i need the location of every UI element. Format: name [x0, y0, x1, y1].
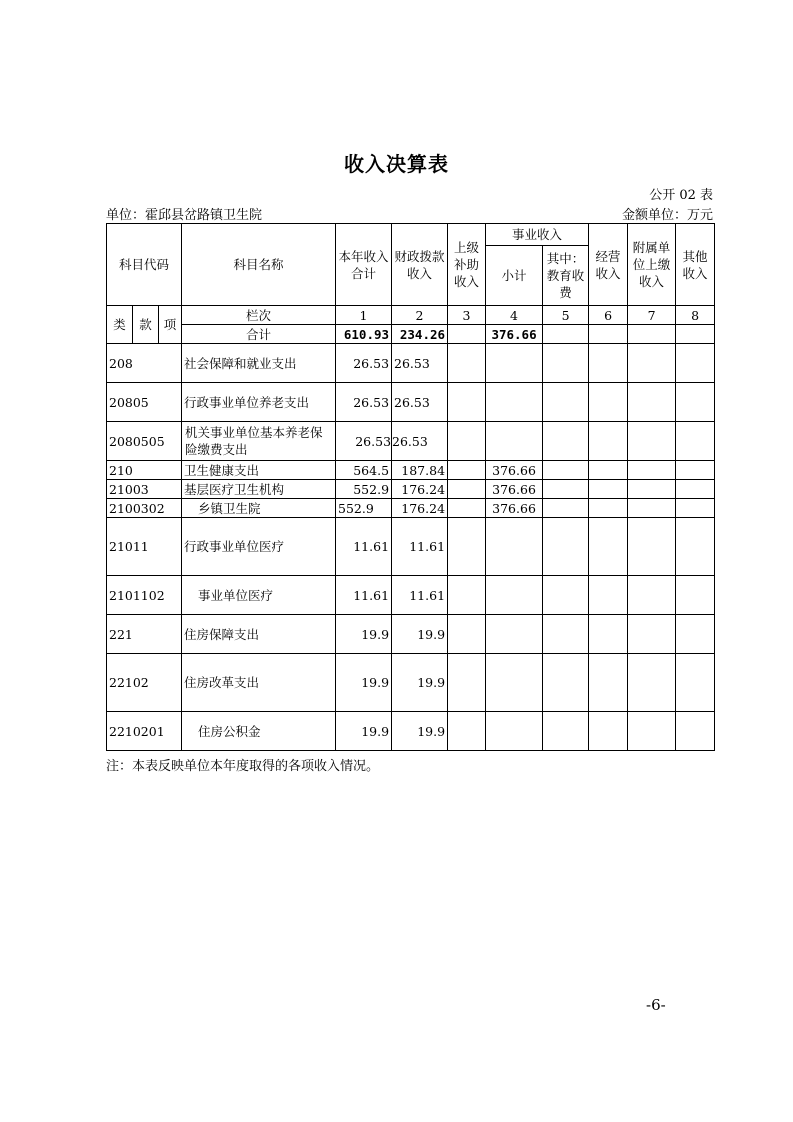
col-index-6: 6 [589, 306, 628, 325]
row-fiscal: 11.61 [392, 518, 448, 576]
row-name: 住房公积金 [182, 712, 336, 751]
row-total: 19.9 [336, 712, 392, 751]
row-name: 事业单位医疗 [182, 576, 336, 615]
row-fiscal: 176.24 [392, 499, 448, 518]
amount-unit-label: 金额单位：万元 [621, 208, 713, 223]
row-subtotal [486, 615, 543, 654]
row-name: 住房保障支出 [182, 615, 336, 654]
total-affiliate [628, 325, 676, 344]
row-subtotal [486, 518, 543, 576]
table-row [107, 480, 715, 499]
row-total: 564.5 [336, 461, 392, 480]
row-name: 机关事业单位基本养老保险缴费支出 [182, 422, 336, 461]
row-subtotal: 376.66 [486, 461, 543, 480]
header-affiliate: 附属单位上缴收入 [628, 224, 676, 306]
header-other: 其他收入 [676, 224, 715, 306]
header-lei: 类 [107, 306, 133, 344]
table-row [107, 499, 715, 518]
header-kuan: 款 [133, 306, 159, 344]
row-total: 26.53 [336, 422, 392, 461]
col-index-5: 5 [543, 306, 589, 325]
col-index-7: 7 [628, 306, 676, 325]
row-name: 行政事业单位医疗 [182, 518, 336, 576]
table-row [107, 615, 715, 654]
total-upper [448, 325, 486, 344]
row-code: 2080505 [107, 422, 182, 461]
total-operating [589, 325, 628, 344]
row-name: 乡镇卫生院 [182, 499, 336, 518]
row-subtotal [486, 712, 543, 751]
row-fiscal: 11.61 [392, 576, 448, 615]
col-index-8: 8 [676, 306, 715, 325]
row-code: 22102 [107, 654, 182, 712]
page-title: 收入决算表 [344, 152, 449, 176]
row-fiscal: 26.53 [392, 383, 448, 422]
header-code: 科目代码 [107, 224, 182, 306]
total-label: 合计 [182, 325, 336, 344]
header-upper: 上级补助收入 [448, 224, 486, 306]
row-total: 26.53 [336, 344, 392, 383]
row-code: 2101102 [107, 576, 182, 615]
row-fiscal: 176.24 [392, 480, 448, 499]
row-fiscal: 187.84 [392, 461, 448, 480]
row-name: 行政事业单位养老支出 [182, 383, 336, 422]
row-name: 基层医疗卫生机构 [182, 480, 336, 499]
row-total: 19.9 [336, 654, 392, 712]
header-lanci: 栏次 [182, 306, 336, 325]
total-education [543, 325, 589, 344]
total-subtotal: 376.66 [486, 325, 543, 344]
header-subtotal: 小计 [486, 246, 543, 306]
row-fiscal: 19.9 [392, 654, 448, 712]
row-code: 210 [107, 461, 182, 480]
row-code: 2100302 [107, 499, 182, 518]
table-row [107, 383, 715, 422]
row-subtotal [486, 422, 543, 461]
row-subtotal: 376.66 [486, 499, 543, 518]
row-total: 11.61 [336, 576, 392, 615]
row-subtotal [486, 383, 543, 422]
header-total: 本年收入合计 [336, 224, 392, 306]
form-number: 公开 02 表 [649, 188, 713, 203]
header-business: 事业收入 [486, 224, 589, 246]
total-fiscal: 234.26 [392, 325, 448, 344]
row-fiscal: 26.53 [392, 422, 448, 461]
header-xiang: 项 [159, 306, 182, 344]
header-education: 其中：教育收费 [543, 246, 589, 306]
col-index-1: 1 [336, 306, 392, 325]
footnote: 注：本表反映单位本年度取得的各项收入情况。 [106, 759, 380, 774]
total-total: 610.93 [336, 325, 392, 344]
header-operating: 经营收入 [589, 224, 628, 306]
table-row [107, 461, 715, 480]
row-code: 21011 [107, 518, 182, 576]
row-code: 21003 [107, 480, 182, 499]
table-row [107, 712, 715, 751]
unit-label: 单位：霍邱县岔路镇卫生院 [106, 208, 263, 223]
col-index-4: 4 [486, 306, 543, 325]
row-subtotal [486, 654, 543, 712]
table-row [107, 576, 715, 615]
row-subtotal [486, 576, 543, 615]
row-total: 26.53 [336, 383, 392, 422]
row-total: 19.9 [336, 615, 392, 654]
row-fiscal: 26.53 [392, 344, 448, 383]
row-total: 552.9 [336, 480, 392, 499]
row-fiscal: 19.9 [392, 615, 448, 654]
table-row [107, 518, 715, 576]
row-subtotal [486, 344, 543, 383]
col-index-2: 2 [392, 306, 448, 325]
table-row [107, 344, 715, 383]
col-index-3: 3 [448, 306, 486, 325]
income-table [106, 223, 715, 751]
row-code: 2210201 [107, 712, 182, 751]
row-total: 11.61 [336, 518, 392, 576]
header-fiscal: 财政拨款收入 [392, 224, 448, 306]
table-row [107, 422, 715, 461]
row-name: 住房改革支出 [182, 654, 336, 712]
row-code: 221 [107, 615, 182, 654]
row-total: 552.9 [336, 499, 392, 518]
page-number: -6- [646, 996, 666, 1014]
row-name: 卫生健康支出 [182, 461, 336, 480]
row-subtotal: 376.66 [486, 480, 543, 499]
header-name: 科目名称 [182, 224, 336, 306]
row-code: 208 [107, 344, 182, 383]
total-other [676, 325, 715, 344]
row-code: 20805 [107, 383, 182, 422]
row-name: 社会保障和就业支出 [182, 344, 336, 383]
row-fiscal: 19.9 [392, 712, 448, 751]
table-row [107, 654, 715, 712]
